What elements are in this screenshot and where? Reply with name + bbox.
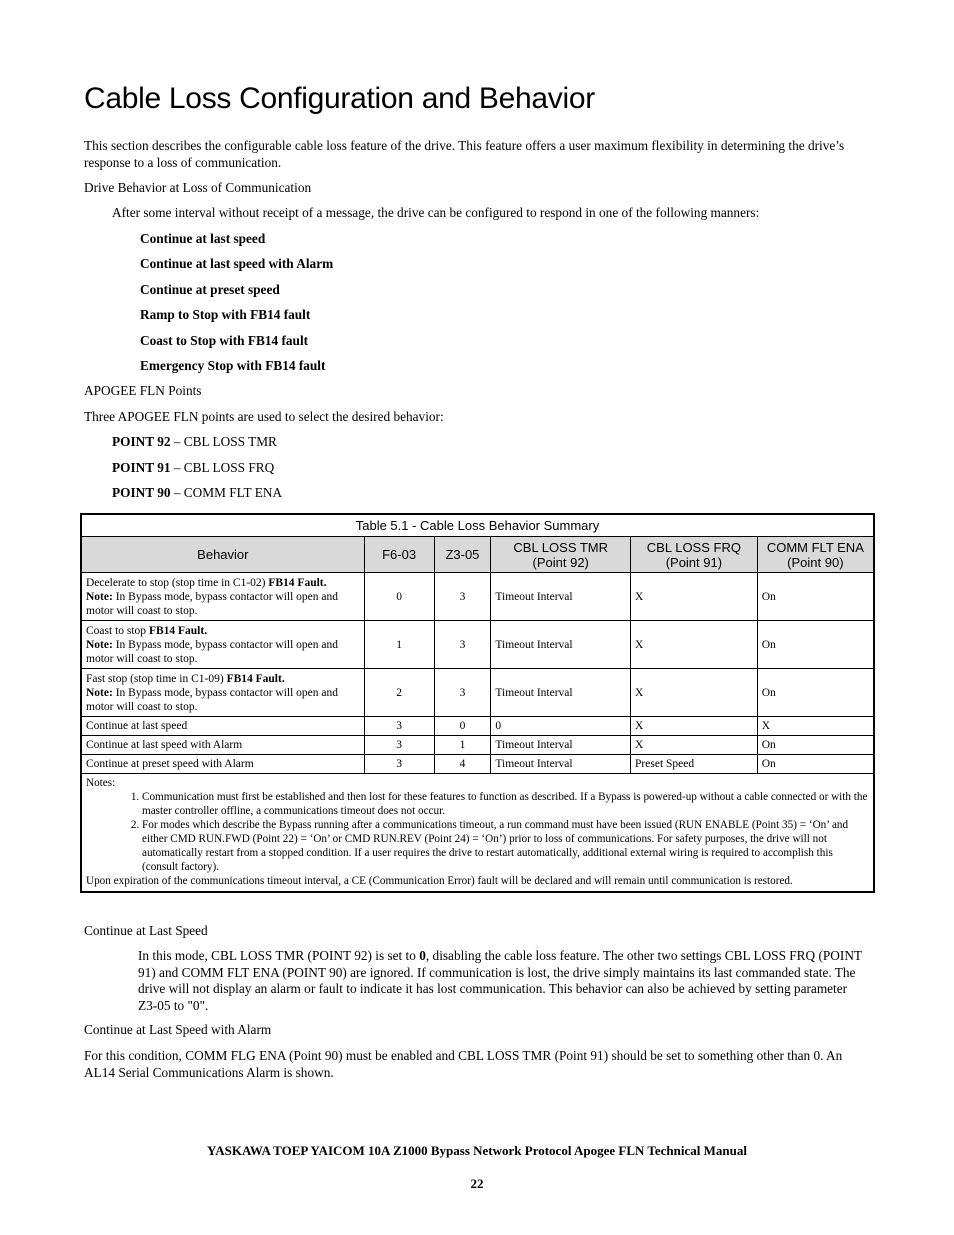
point-item (112, 460, 274, 477)
f6-03-cell: 3 (364, 755, 434, 774)
note-label: Note: (86, 638, 113, 651)
notes-list (86, 790, 869, 874)
last-speed-heading: Continue at Last Speed (84, 923, 208, 938)
notes-footer: Upon expiration of the communications timeout interval, a CE (Communication Error) fault will be declared and will remain until communication is restored. (86, 875, 793, 887)
cbl-loss-tmr-cell: Timeout Interval (491, 573, 631, 621)
comm-flt-ena-cell: On (757, 736, 874, 755)
cbl-loss-frq-cell: X (631, 717, 758, 736)
table-row (81, 717, 874, 736)
note-label: Note: (86, 590, 113, 603)
comm-flt-ena-cell: On (757, 755, 874, 774)
behavior-cell (81, 621, 364, 669)
point-label: POINT 90 (112, 485, 171, 500)
cbl-loss-frq-cell: X (631, 736, 758, 755)
points-heading: APOGEE FLN Points (84, 383, 202, 398)
last-speed-alarm-paragraph: For this condition, COMM FLG ENA (Point 90) must be enabled and CBL LOSS TMR (Point 91) should be set to something other than 0. An AL14 Serial Communications Alarm is shown. (84, 1048, 843, 1080)
behavior-cell: Continue at last speed (81, 717, 364, 736)
behavior-cell (81, 669, 364, 717)
page-number: 22 (470, 1176, 484, 1191)
point-name: CBL LOSS TMR (183, 434, 277, 449)
cbl-loss-tmr-cell: Timeout Interval (491, 621, 631, 669)
f6-03-cell: 3 (364, 717, 434, 736)
behavior-item: Continue at preset speed (140, 282, 280, 297)
point-separator: – (170, 485, 184, 500)
behavior-item: Emergency Stop with FB14 fault (140, 358, 326, 373)
point-item (112, 485, 282, 502)
f6-03-cell: 0 (364, 573, 434, 621)
cbl-loss-frq-cell: Preset Speed (631, 755, 758, 774)
note-label: Note: (86, 686, 113, 699)
cbl-loss-frq-cell: X (631, 573, 758, 621)
table-caption: Table 5.1 - Cable Loss Behavior Summary (81, 514, 874, 537)
f6-03-cell: 1 (364, 621, 434, 669)
header-behavior: Behavior (81, 537, 364, 573)
behavior-item: Continue at last speed with Alarm (140, 256, 334, 271)
table-row (81, 736, 874, 755)
behavior-cell: Continue at last speed with Alarm (81, 736, 364, 755)
last-speed-text: , disabling the cable loss feature. The other two settings CBL LOSS FRQ (POINT 91) and COMM FLT ENA (POINT 90) are ignored. If communication is lost, the drive simply maintains its last commanded state. The drive will not display an alarm or fault to indicate it has lost communication. This behavior can also be achieved by setting parameter Z3-05 to "0". (138, 948, 862, 1013)
z3-05-cell: 3 (434, 669, 491, 717)
z3-05-cell: 0 (434, 717, 491, 736)
point-separator: – (170, 434, 184, 449)
point-separator: – (170, 460, 184, 475)
notes-heading: Notes: (86, 777, 116, 789)
comm-flt-ena-cell: On (757, 621, 874, 669)
fault-text: FB14 Fault. (268, 576, 327, 589)
behavior-item: Coast to Stop with FB14 fault (140, 333, 309, 348)
page-footer: YASKAWA TOEP YAICOM 10A Z1000 Bypass Network Protocol Apogee FLN Technical Manual (207, 1143, 747, 1158)
drive-behavior-heading: Drive Behavior at Loss of Communication (84, 180, 312, 195)
cbl-loss-frq-cell: X (631, 621, 758, 669)
comm-flt-ena-cell: On (757, 573, 874, 621)
behavior-text: Fast stop (stop time in C1-09) (86, 672, 227, 685)
fault-text: FB14 Fault. (226, 672, 285, 685)
table-row (81, 669, 874, 717)
note-text: In Bypass mode, bypass contactor will open and motor will coast to stop. (86, 590, 338, 617)
point-item (112, 434, 277, 451)
behavior-cell (81, 573, 364, 621)
behavior-text: Coast to stop (86, 624, 149, 637)
cbl-loss-tmr-cell: Timeout Interval (491, 755, 631, 774)
last-speed-value: 0 (419, 948, 426, 963)
points-intro: Three APOGEE FLN points are used to select the desired behavior: (84, 409, 444, 424)
table-notes-row (81, 774, 874, 893)
page-title: Cable Loss Configuration and Behavior (84, 82, 595, 115)
header-cbl-loss-frq: CBL LOSS FRQ (Point 91) (631, 537, 758, 573)
fault-text: FB14 Fault. (148, 624, 208, 637)
behavior-summary-table (80, 513, 875, 893)
behavior-cell: Continue at preset speed with Alarm (81, 755, 364, 774)
behavior-item: Continue at last speed (140, 231, 266, 246)
f6-03-cell: 2 (364, 669, 434, 717)
note-item: 2. For modes which describe the Bypass running after a communications timeout, a run command must have been issued (RUN ENABLE (Point 35) = ‘On’ and either CMD RUN.FWD (Point 22) = ‘On’ or CMD RUN.REV (Point 24) = ‘On’) prior to loss of communications. For safety purposes, the drive will not automatically restart from a stopped condition. If a user requires the drive to restart automatically, additional external wiring is required to accomplish this (consult factory). (142, 818, 869, 874)
last-speed-alarm-heading: Continue at Last Speed with Alarm (84, 1022, 272, 1037)
table-row (81, 755, 874, 774)
behavior-item: Ramp to Stop with FB14 fault (140, 307, 311, 322)
z3-05-cell: 3 (434, 573, 491, 621)
note-text: In Bypass mode, bypass contactor will open and motor will coast to stop. (86, 638, 338, 665)
note-text: In Bypass mode, bypass contactor will open and motor will coast to stop. (86, 686, 338, 713)
point-name: CBL LOSS FRQ (183, 460, 275, 475)
table-row (81, 621, 874, 669)
header-comm-flt-ena: COMM FLT ENA (Point 90) (757, 537, 874, 573)
cbl-loss-tmr-cell: 0 (491, 717, 631, 736)
comm-flt-ena-cell: X (757, 717, 874, 736)
cbl-loss-tmr-cell: Timeout Interval (491, 669, 631, 717)
behavior-text: Decelerate to stop (stop time in C1-02) (86, 576, 269, 589)
drive-behavior-text: After some interval without receipt of a message, the drive can be configured to respond in one of the following manners: (112, 205, 760, 220)
z3-05-cell: 3 (434, 621, 491, 669)
header-cbl-loss-tmr: CBL LOSS TMR (Point 92) (491, 537, 631, 573)
note-item: 1. Communication must first be established and then lost for these features to function as described. If a Bypass is powered-up without a cable connected or with the master controller offline, a communications timeout does not occur. (142, 790, 869, 818)
table-notes (81, 774, 874, 893)
cbl-loss-frq-cell: X (631, 669, 758, 717)
f6-03-cell: 3 (364, 736, 434, 755)
last-speed-text: In this mode, CBL LOSS TMR (POINT 92) is set to (138, 948, 420, 963)
cbl-loss-tmr-cell: Timeout Interval (491, 736, 631, 755)
point-name: COMM FLT ENA (183, 485, 283, 500)
intro-paragraph: This section describes the configurable cable loss feature of the drive. This feature offers a user maximum flexibility in determining the drive’s response to a loss of communication. (84, 138, 845, 170)
comm-flt-ena-cell: On (757, 669, 874, 717)
last-speed-paragraph (138, 948, 866, 1014)
point-label: POINT 92 (112, 434, 171, 449)
point-label: POINT 91 (112, 460, 171, 475)
z3-05-cell: 1 (434, 736, 491, 755)
header-f6-03: F6-03 (364, 537, 434, 573)
z3-05-cell: 4 (434, 755, 491, 774)
table-row (81, 573, 874, 621)
header-z3-05: Z3-05 (434, 537, 491, 573)
table-header-row (81, 537, 874, 573)
